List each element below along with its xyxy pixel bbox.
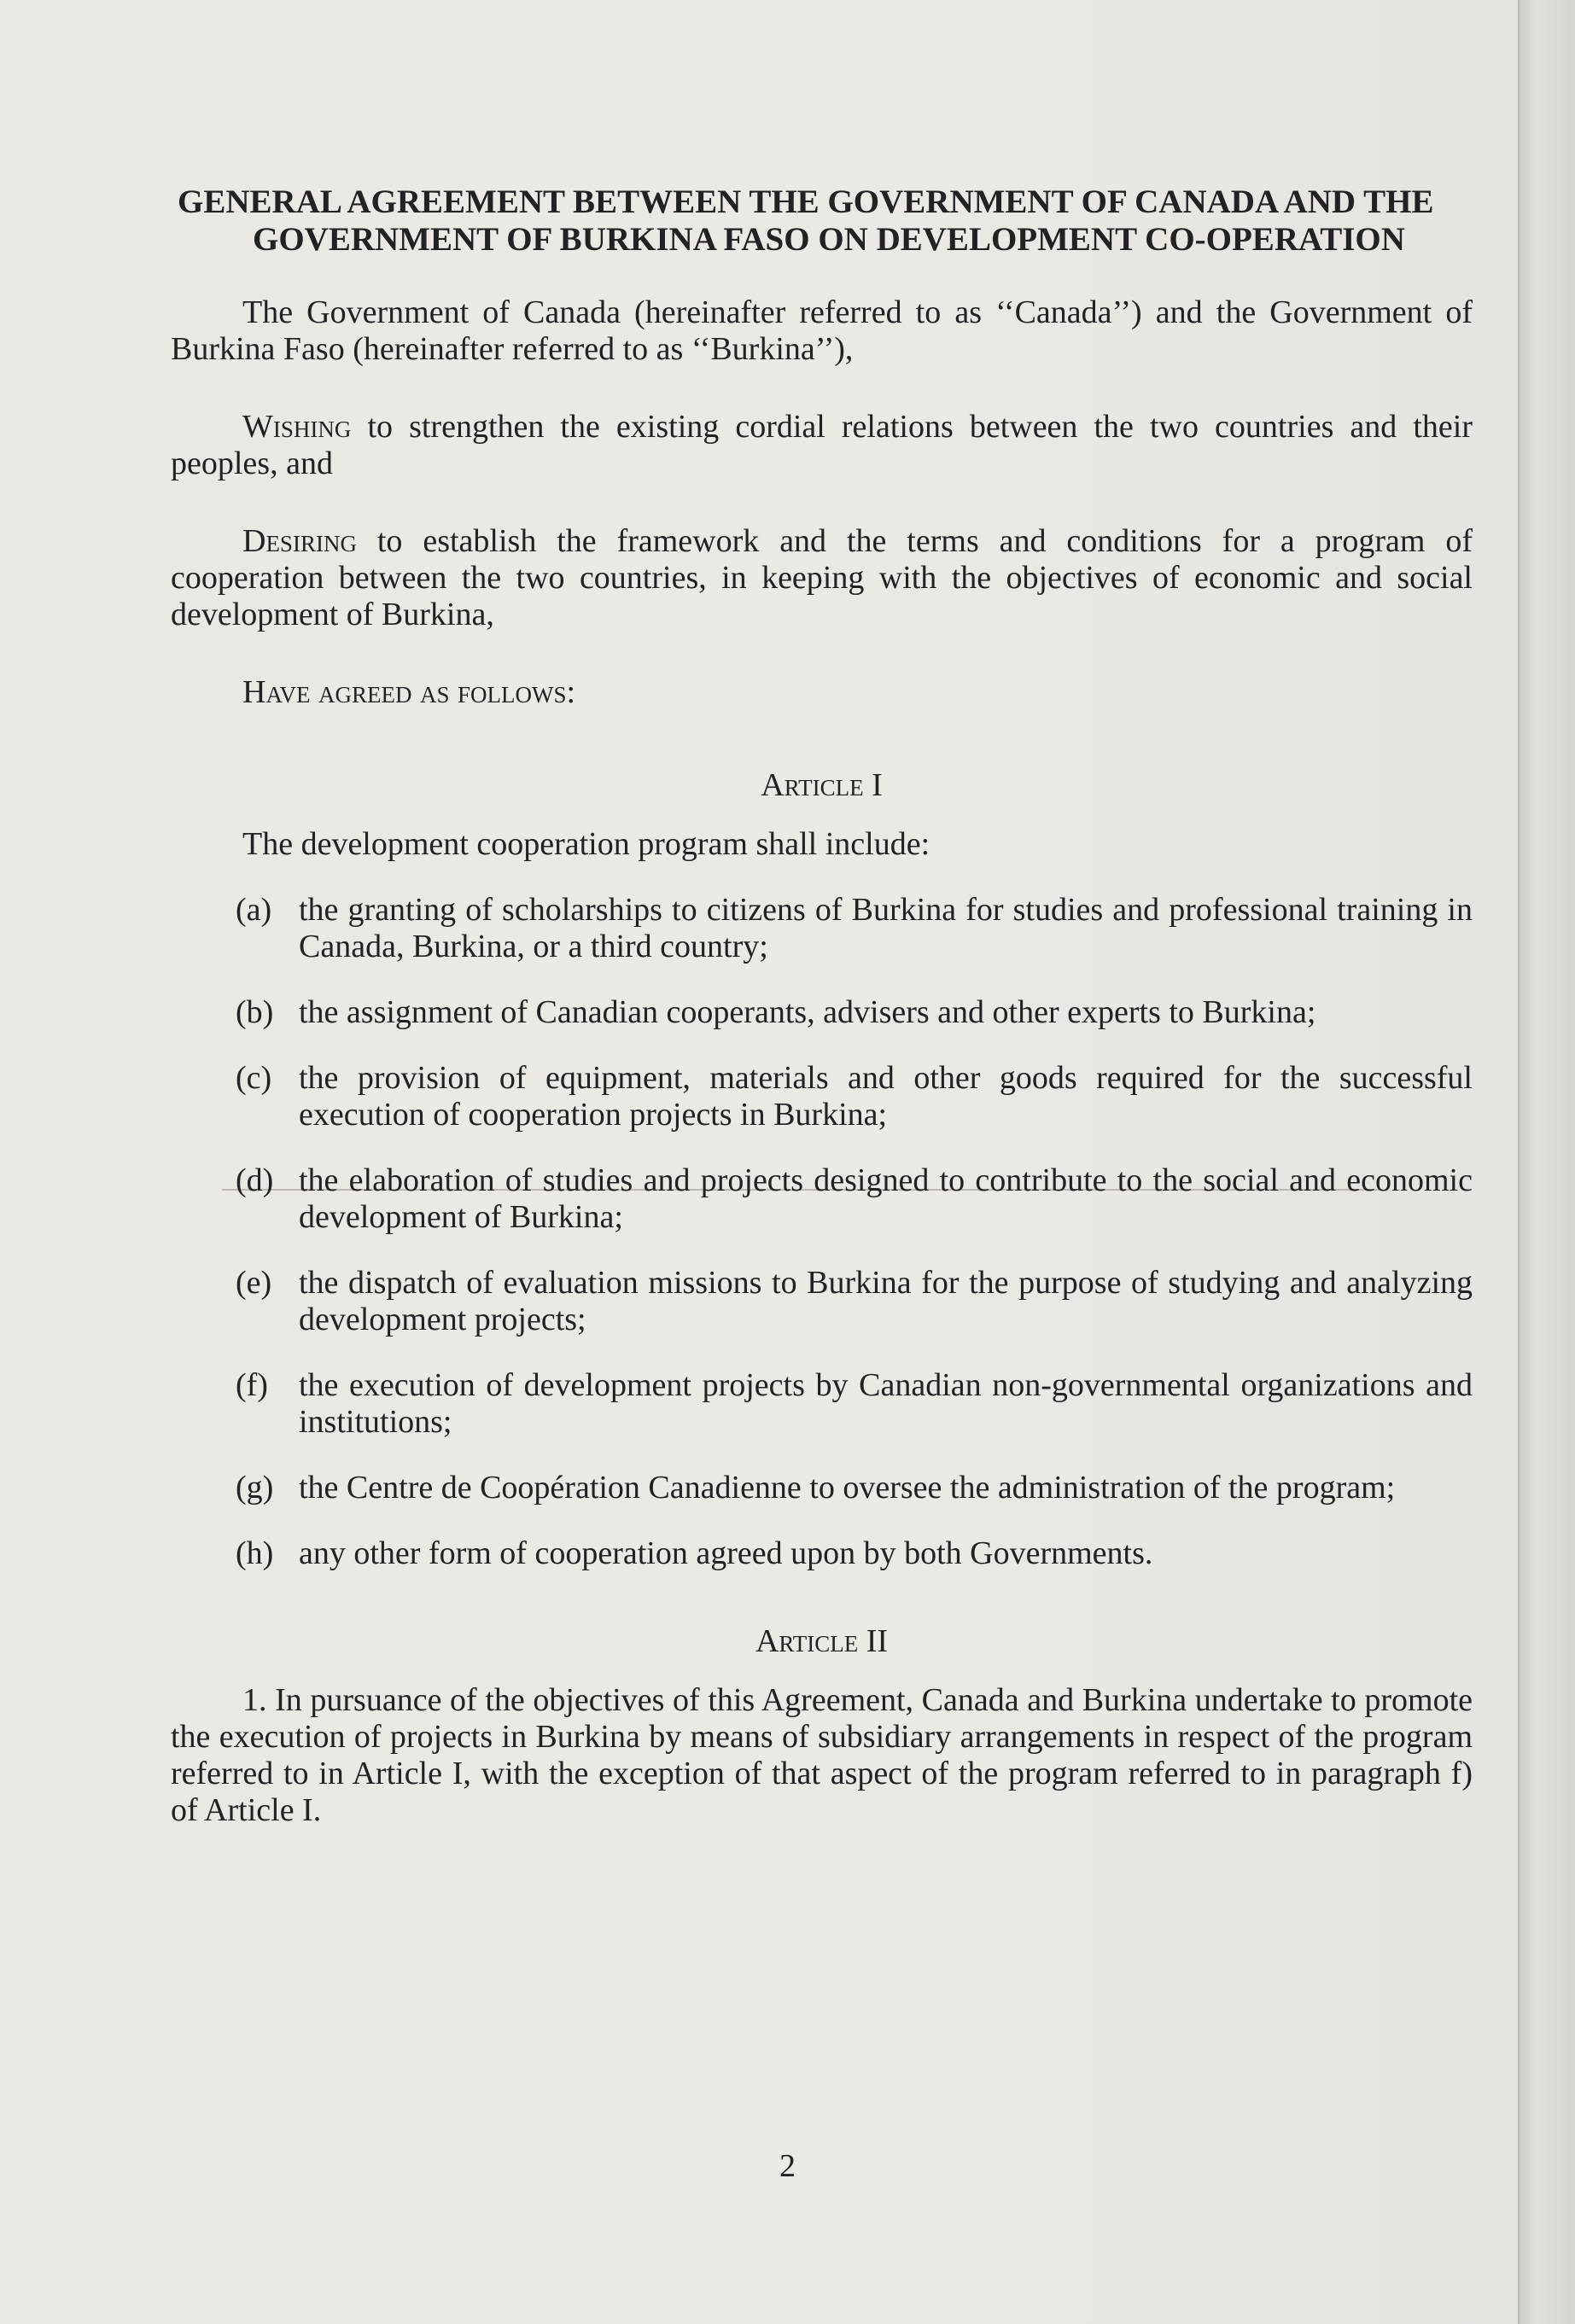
list-item-text: the assignment of Canadian cooperants, advisers and other experts to Burkina; [299,994,1316,1030]
list-item-text: the elaboration of studies and projects designed to contribute to the social and economic development of Burkina; [299,1162,1473,1235]
list-item [171,1470,1473,1506]
preamble-desiring [171,523,1473,633]
list-item-text: the Centre de Coopération Canadienne to oversee the administration of the program; [299,1470,1396,1506]
document-body [171,183,1473,1829]
list-item-label: (d) [236,1162,274,1198]
list-item-label: (g) [236,1470,274,1506]
list-item-text: the dispatch of evaluation missions to Burkina for the purpose of studying and analyzing development projects; [299,1265,1473,1337]
page-number: 2 [779,2148,796,2184]
have-agreed: Have agreed as follows: [242,674,576,710]
list-item [171,1162,1473,1236]
desiring-text: to establish the framework and the terms and conditions for a program of cooperation between the two countries, in keeping with the objectives of economic and social development of Burkina, [171,523,1473,632]
article-2-paragraph-1: 1. In pursuance of the objectives of this Agreement, Canada and Burkina undertake to promote the execution of projects in Burkina by means of subsidiary arrangements in respect of the program referred to in Article I, with the exception of that aspect of the program referred to in paragraph f) of Article I. [171,1682,1473,1828]
article-1-heading: Article I [761,767,883,803]
list-item [171,1535,1473,1572]
article-1-intro: The development cooperation program shall include: [242,826,930,862]
preamble-parties: The Government of Canada (hereinafter referred to as ‘‘Canada’’) and the Government of Burkina Faso (hereinafter referred to as ‘‘Burkina’’), [171,294,1473,367]
list-item [171,892,1473,965]
book-binding-edge [1518,0,1575,2324]
preamble-wishing [171,409,1473,482]
list-item-text: the execution of development projects by Canadian non-governmental organizations and institutions; [299,1367,1473,1440]
list-item-label: (c) [236,1060,272,1096]
wishing-lead: Wishing [242,409,352,445]
list-item [171,1367,1473,1441]
list-item-text: the provision of equipment, materials and other goods required for the successful execution of cooperation projects in Burkina; [299,1060,1473,1133]
desiring-lead: Desiring [242,523,357,559]
article-1-list [171,892,1473,1572]
list-item-label: (b) [236,994,274,1030]
list-item [171,1265,1473,1338]
list-item-text: any other form of cooperation agreed upon by both Governments. [299,1535,1153,1571]
wishing-text: to strengthen the existing cordial relations between the two countries and their peoples, and [171,409,1473,481]
article-2-heading: Article II [755,1623,889,1659]
list-item-text: the granting of scholarships to citizens of Burkina for studies and professional training in Canada, Burkina, or a third country; [299,892,1473,964]
list-item-label: (h) [236,1535,274,1571]
list-item [171,994,1473,1031]
list-item-label: (e) [236,1265,272,1301]
agreement-title: GENERAL AGREEMENT BETWEEN THE GOVERNMENT OF CANADA AND THE GOVERNMENT OF BURKINA FASO ON DEVELOPMENT CO-OPERATION [178,183,1434,258]
list-item [171,1060,1473,1133]
list-item-label: (a) [236,892,272,928]
list-item-label: (f) [236,1367,268,1403]
